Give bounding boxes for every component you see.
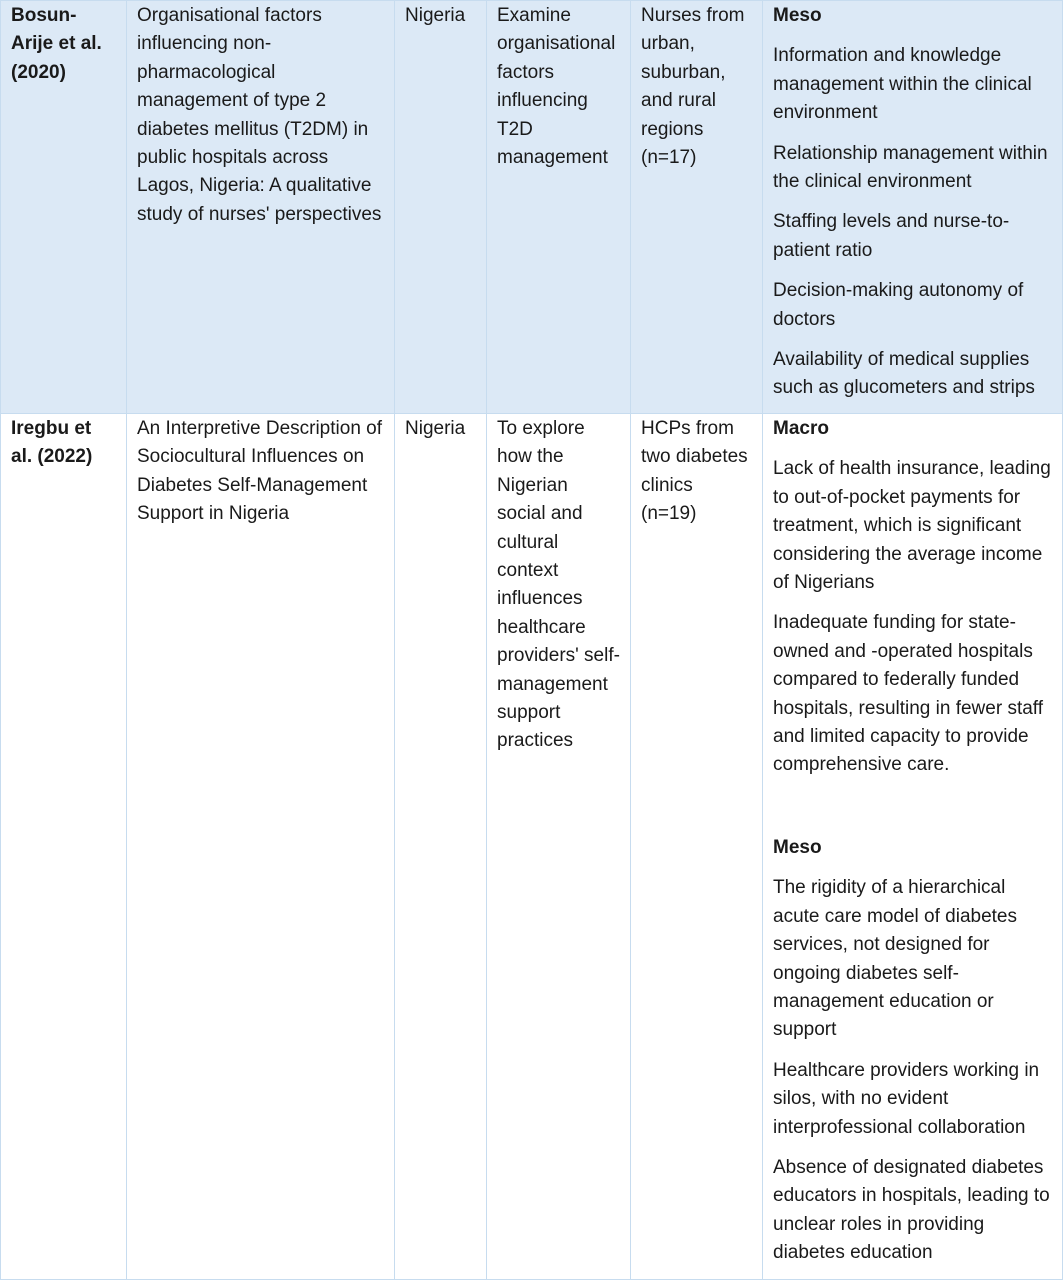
country-cell: Nigeria [395, 1, 487, 414]
aim-cell: To explore how the Nigerian social and cultural context influences healthcare providers' self-management support practices [487, 414, 631, 1280]
level-heading: Meso [773, 5, 822, 26]
finding-item: The rigidity of a hierarchical acute care model of diabetes services, not designed for ongoing diabetes self-management education or support [773, 877, 1017, 1041]
findings-cell [763, 1, 1063, 414]
study-title-cell: An Interpretive Description of Sociocultural Influences on Diabetes Self-Management Support in Nigeria [127, 414, 395, 1280]
level-divider [773, 792, 1052, 834]
author-cell: Iregbu et al. (2022) [1, 414, 127, 1280]
finding-item: Information and knowledge management within the clinical environment [773, 45, 1032, 124]
aim-cell: Examine organisational factors influencing T2D management [487, 1, 631, 414]
finding-item: Absence of designated diabetes educators in hospitals, leading to unclear roles in providing diabetes education [773, 1156, 1050, 1264]
level-heading: Meso [773, 836, 822, 858]
level-heading: Macro [773, 418, 829, 439]
finding-item: Healthcare providers working in silos, with no evident interprofessional collaboration [773, 1059, 1040, 1138]
table-row [1, 414, 1063, 1280]
author-cell: Bosun-Arije et al.(2020) [1, 1, 127, 414]
finding-item: Availability of medical supplies such as glucometers and strips [773, 349, 1035, 399]
country-cell: Nigeria [395, 414, 487, 1280]
finding-item: Lack of health insurance, leading to out-of-pocket payments for treatment, which is significant considering the average income of Nigerians [773, 458, 1051, 594]
finding-item: Inadequate funding for state-owned and -operated hospitals compared to federally funded hospitals, resulting in fewer staff and limited capacity to provide comprehensive care. [773, 612, 1044, 776]
finding-item: Decision-making autonomy of doctors [773, 280, 1024, 330]
findings-cell [763, 414, 1063, 1280]
table-row [1, 1, 1063, 414]
finding-item: Relationship management within the clinical environment [773, 142, 1048, 193]
study-title-cell: Organisational factors influencing non-pharmacological management of type 2 diabetes mellitus (T2DM) in public hospitals across Lagos, Nigeria: A qualitative study of nurses' perspectives [127, 1, 395, 414]
participants-cell: Nurses from urban, suburban, and rural regions (n=17) [631, 1, 763, 414]
finding-item: Staffing levels and nurse-to-patient ratio [773, 211, 1010, 261]
participants-cell: HCPs from two diabetes clinics (n=19) [631, 414, 763, 1280]
